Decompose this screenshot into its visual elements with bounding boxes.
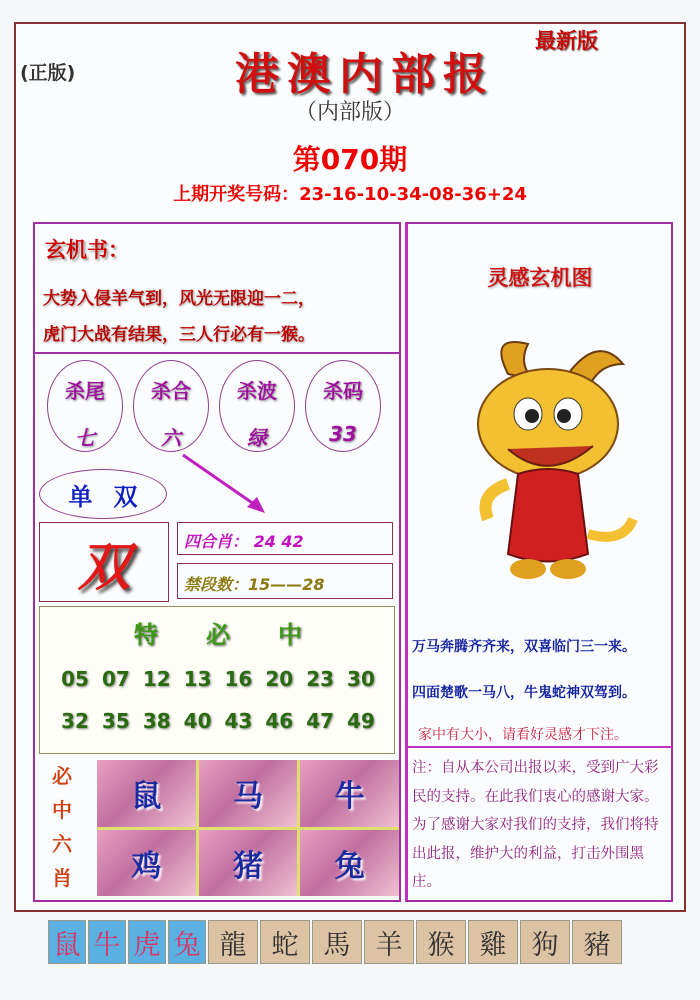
number: 13 <box>183 667 212 691</box>
number-row <box>40 667 396 691</box>
label-char: 六 <box>52 832 72 856</box>
six-zodiac-grid <box>97 760 399 896</box>
kill-label: 杀合 <box>151 379 191 403</box>
number: 05 <box>61 667 89 691</box>
odd-even-pick: 双 <box>39 522 169 602</box>
zodiac-tile: 豬 <box>572 920 622 964</box>
kill-value: 七 <box>75 426 95 450</box>
number: 12 <box>142 667 171 691</box>
six-zodiac-label <box>49 759 75 895</box>
paper-title: 港澳内部报 <box>235 49 495 100</box>
label-char: 中 <box>52 798 72 822</box>
special-numbers-box <box>39 606 395 754</box>
heading-char: 特 <box>134 621 158 649</box>
zodiac-tile: 猴 <box>416 920 466 964</box>
number-row <box>40 709 396 733</box>
inspiration-verse: 四面楚歌一马八，牛鬼蛇神双驾到。 <box>412 685 636 701</box>
zodiac-cell: 马 <box>199 760 298 827</box>
arrow-icon <box>175 449 275 519</box>
mystic-heading: 玄机书： <box>45 238 129 262</box>
label-char: 必 <box>52 764 72 788</box>
zodiac-tile: 雞 <box>468 920 518 964</box>
zodiac-bar <box>48 920 622 964</box>
number: 38 <box>142 709 171 733</box>
inspiration-title: 灵感玄机图 <box>487 266 593 290</box>
number: 40 <box>183 709 212 733</box>
previous-draw: 上期开奖号码：23-16-10-34-08-36+24 <box>173 184 527 205</box>
zodiac-tile: 蛇 <box>260 920 310 964</box>
subtitle: （内部版） <box>294 100 405 125</box>
number: 20 <box>265 667 294 691</box>
dragon-illustration-icon <box>448 334 648 594</box>
odd-label: 单 <box>68 482 93 511</box>
number: 23 <box>306 667 335 691</box>
label-char: 肖 <box>52 866 72 890</box>
edition-label: (正版) <box>20 62 76 84</box>
kill-value: 33 <box>329 422 357 446</box>
kill-tail <box>47 360 123 452</box>
kill-color <box>219 360 295 452</box>
number: 43 <box>224 709 253 733</box>
number: 32 <box>61 709 89 733</box>
left-panel <box>33 222 401 902</box>
number: 46 <box>265 709 294 733</box>
zodiac-cell: 猪 <box>199 830 298 897</box>
kill-label: 杀码 <box>323 379 363 403</box>
number: 16 <box>224 667 253 691</box>
heading-char: 必 <box>206 621 230 649</box>
kill-number <box>305 360 381 452</box>
zodiac-tile: 鼠 <box>48 920 86 964</box>
zodiac-cell: 鸡 <box>97 830 196 897</box>
kill-combo <box>133 360 209 452</box>
zodiac-tile: 馬 <box>312 920 362 964</box>
number: 49 <box>347 709 375 733</box>
kill-label: 杀波 <box>237 379 277 403</box>
zodiac-tile: 兔 <box>168 920 206 964</box>
zodiac-tile: 牛 <box>88 920 126 964</box>
publisher-note: 注：自从本公司出报以来，受到广大彩民的支持。在此我们衷心的感谢大家。为了感谢大家对我们的支持，我们将特出此报，维护大的利益，打击外围黑庄。 <box>412 760 659 890</box>
kill-value: 六 <box>161 426 181 450</box>
mystic-line: 虎门大战有结果，三人行必有一猴。 <box>43 325 315 345</box>
right-panel <box>405 222 673 902</box>
number: 35 <box>101 709 130 733</box>
zodiac-tile: 狗 <box>520 920 570 964</box>
zodiac-tile: 虎 <box>128 920 166 964</box>
forbidden-range: 禁段数：15——28 <box>177 563 393 599</box>
kill-value: 绿 <box>247 426 267 450</box>
four-combo: 四合肖： 24 42 <box>177 522 393 555</box>
latest-label: 最新版 <box>535 29 598 53</box>
special-heading <box>40 615 396 650</box>
even-label: 双 <box>113 482 138 511</box>
mystic-line: 大势入侵羊气到，风光无限迎一二， <box>43 289 315 309</box>
issue-number: 第070期 <box>292 143 408 176</box>
zodiac-cell: 牛 <box>300 760 399 827</box>
divider <box>35 352 399 354</box>
heading-char: 中 <box>278 621 302 649</box>
inspiration-verse: 万马奔腾齐齐来，双喜临门三一来。 <box>412 639 636 655</box>
number: 30 <box>347 667 375 691</box>
number: 47 <box>306 709 335 733</box>
zodiac-cell: 鼠 <box>97 760 196 827</box>
zodiac-tile: 龍 <box>208 920 258 964</box>
number: 07 <box>101 667 130 691</box>
zodiac-cell: 兔 <box>300 830 399 897</box>
inspiration-hint: 家中有大小，请看好灵感才下注。 <box>418 727 628 743</box>
odd-even-oval <box>39 469 167 519</box>
divider <box>408 746 672 748</box>
zodiac-tile: 羊 <box>364 920 414 964</box>
kill-label: 杀尾 <box>65 379 105 403</box>
